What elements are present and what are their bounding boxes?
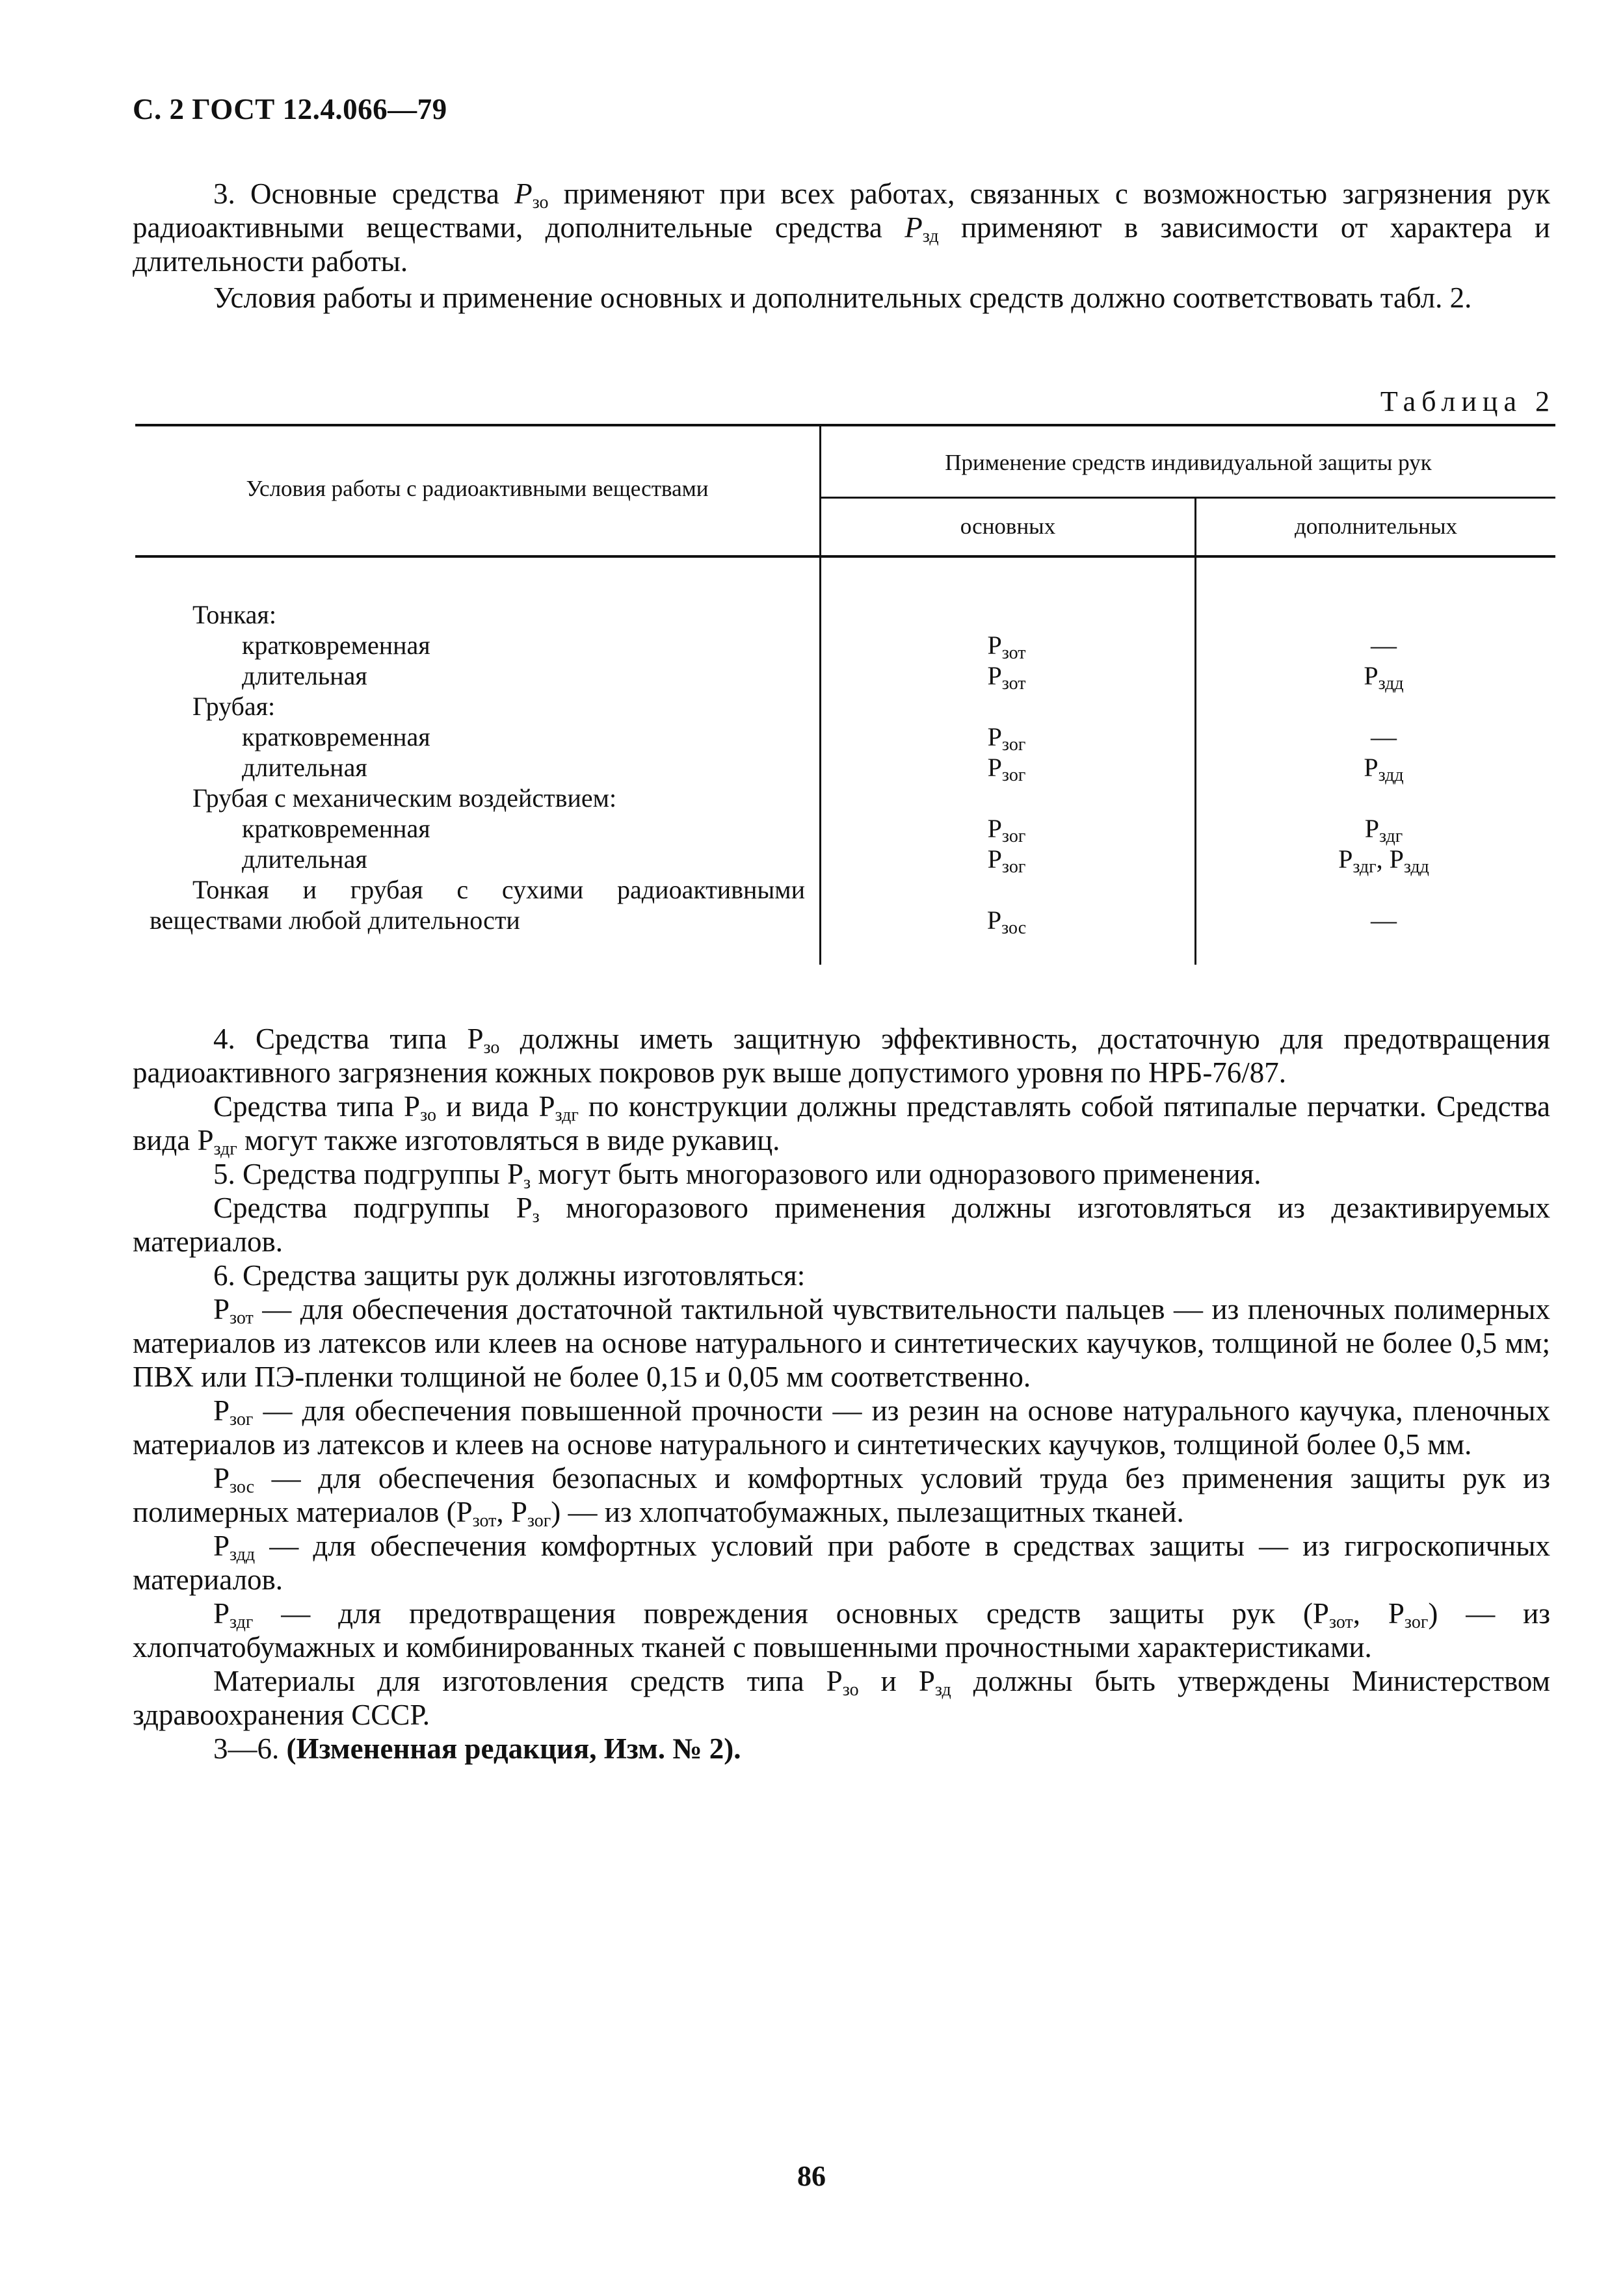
table-row: кратковременная $Р_{зот}$ — — [242, 631, 1397, 663]
table-row: кратковременная $Р_{зог}$ — — [242, 722, 1397, 755]
table-row: Грубая: — [192, 692, 276, 721]
table-row: веществами любой длительности $Р_{зос}$ — — [150, 906, 1397, 938]
paragraph-zot: $Р_{зот}$ — для обеспечения достаточной тактильной чувствительности пальцев — из пленочных полимерных материалов из латексов или клеев на основе натурального и синтетических каучуков, толщиной не более 0,5 мм; ПВХ или ПЭ-пленки толщиной не более 0,15 и 0,05 мм соответственно. — [133, 1293, 1550, 1393]
header-application: Применение средств индивидуальной защиты рук — [945, 450, 1432, 475]
table-title: Таблица 2 — [1380, 385, 1555, 417]
paragraph-6: 6. Средства защиты рук должны изготовляться: — [213, 1259, 806, 1292]
table-header-rule — [135, 555, 1555, 558]
table-row: Тонкая и грубая с сухими радиоактивными — [192, 875, 805, 904]
paragraph-amendment: 3—6. (Измененная редакция, Изм. № 2). — [213, 1732, 741, 1765]
table-row: длительная $Р_{зог}$ $Р_{здг}$, $Р_{здд}$ — [242, 844, 1429, 877]
table-row: длительная $Р_{зот}$ $Р_{здд}$ — [242, 661, 1404, 694]
paragraph-materials: Материалы для изготовления средств типа $Р_{зо}$ и $Р_{зд}$ должны быть утверждены Министерством здравоохранения СССР. — [133, 1665, 1551, 1731]
paragraph-zog: $Р_{зог}$ — для обеспечения повышенной прочности — из резин на основе натурального каучука, пленочных материалов из латексов и клеев на основе натурального и синтетических каучуков, толщиной более 0,5 мм. — [133, 1394, 1550, 1461]
table-row: кратковременная $Р_{зог}$ $Р_{здг}$ — [242, 814, 1403, 846]
paragraph-zdd: $Р_{здд}$ — для обеспечения комфортных условий при работе в средствах защиты — из гигроскопичных материалов. — [133, 1530, 1550, 1596]
body-section — [133, 1022, 1550, 1766]
header-extra: дополнительных — [1294, 514, 1457, 539]
page-header: С. 2 ГОСТ 12.4.066—79 — [133, 93, 447, 125]
paragraph-zos: $Р_{зос}$ — для обеспечения безопасных и комфортных условий труда без применения защиты рук из полимерных материалов ($Р_{зот}$, $Р_{зог}$) — из хлопчатобумажных, пылезащитных тканей. — [133, 1462, 1550, 1531]
page-number: 86 — [797, 2160, 826, 2192]
header-main: основных — [960, 514, 1056, 539]
table-group-rule — [820, 497, 1555, 499]
table-2 — [135, 424, 1555, 965]
paragraph-zdg: $Р_{здг}$ — для предотвращения повреждения основных средств защиты рук ($Р_{зот}$, $Р_{зог}$) — из хлопчатобумажных и комбинированных тканей с повышенными прочностными характеристиками. — [133, 1597, 1550, 1663]
header-conditions: Условия работы с радиоактивными веществами — [246, 476, 709, 501]
table-top-rule — [135, 424, 1555, 426]
table-row: Грубая с механическим воздействием: — [192, 783, 617, 813]
table-row: Тонкая: — [192, 600, 276, 629]
table-row: длительная $Р_{зог}$ $Р_{здд}$ — [242, 753, 1404, 785]
paragraph-4: 4. Средства типа $Р_{зо}$ должны иметь защитную эффективность, достаточную для предотвращения радиоактивного загрязнения кожных покровов рук выше допустимого уровня по НРБ-76/87. — [133, 1023, 1550, 1089]
intro-section — [133, 177, 1550, 315]
paragraph-5: 5. Средства подгруппы $Р_з$ могут быть многоразового или одноразового применения. — [213, 1158, 1261, 1193]
paragraph-4-2: Средства типа $Р_{зо}$ и вида $Р_{здг}$ по конструкции должны представлять собой пятипалые перчатки. Средства вида $Р_{здг}$ могут также изготовляться в виде рукавиц. — [133, 1090, 1551, 1159]
paragraph-conditions: Условия работы и применение основных и дополнительных средств должно соответствовать табл. 2. — [213, 281, 1472, 314]
paragraph-5-2: Средства подгруппы $Р_з$ многоразового применения должны изготовляться из дезактивируемых материалов. — [133, 1192, 1550, 1258]
paragraph-3: 3. Основные средства $Р_{зо}$ применяют при всех работах, связанных с возможностью загрязнения рук радиоактивными веществами, дополнительные средства $Р_{зд}$ применяют в зависимости от характера и длительности работы. — [133, 177, 1550, 278]
